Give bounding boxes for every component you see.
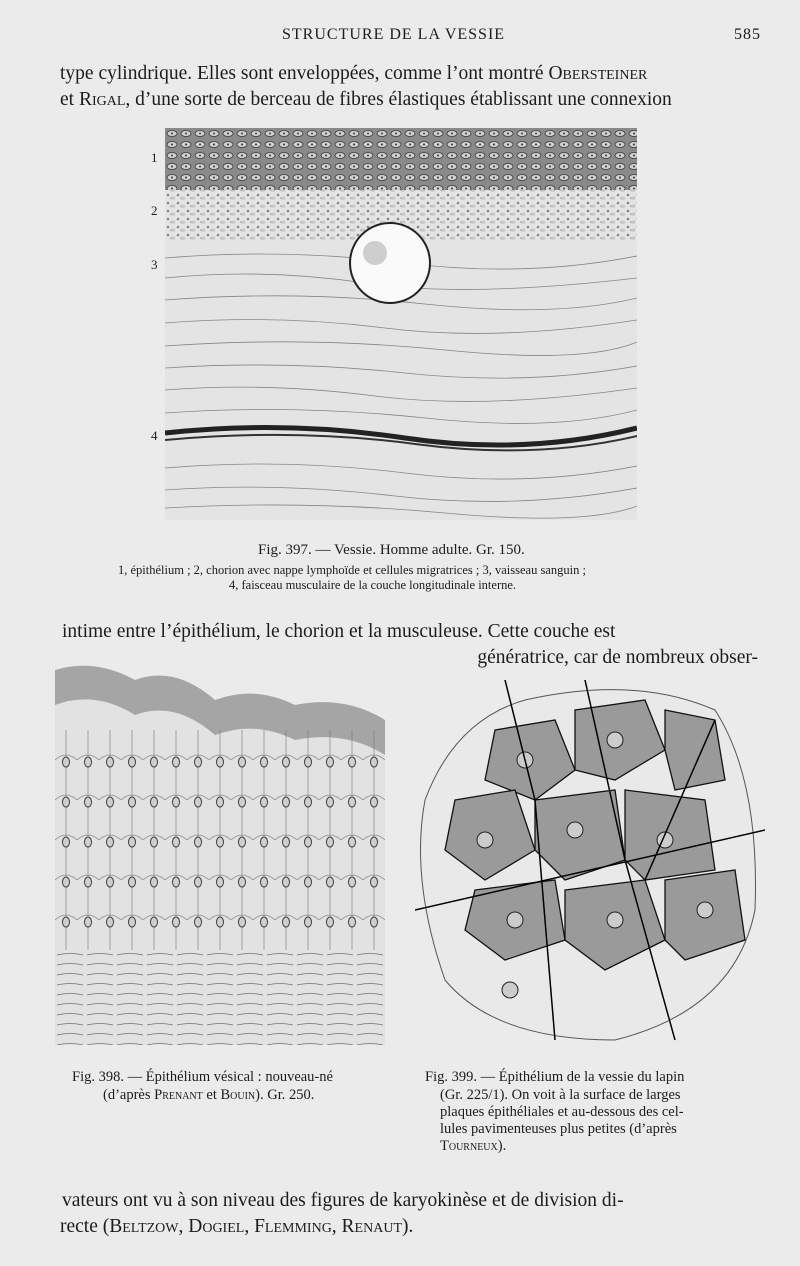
fig397-label-1: 1 xyxy=(151,150,158,165)
author-name: Rigal xyxy=(78,89,126,110)
fig399-caption-line: Fig. 399. — Épithélium de la vessie du lapin xyxy=(425,1069,685,1085)
running-header: STRUCTURE DE LA VESSIE xyxy=(282,26,506,43)
text-run: et xyxy=(60,89,79,110)
fig399-illustration xyxy=(415,680,765,1045)
fig397-title: Fig. 397. — Vessie. Homme adulte. Gr. 150. xyxy=(258,542,525,558)
author-name: Prenant xyxy=(154,1087,203,1103)
text-run: recte ( xyxy=(60,1216,110,1237)
fig398-illustration xyxy=(55,660,390,1045)
fig397-caption-line: 1, épithélium ; 2, chorion avec nappe lymphoïde et cellules migratrices ; 3, vaisseau sanguin ; xyxy=(118,563,586,577)
author-names: Beltzow, Dogiel, Flemming, Renaut xyxy=(109,1216,402,1237)
body-text-line xyxy=(60,88,758,112)
page-number: 585 xyxy=(734,26,761,43)
text-run: et xyxy=(202,1087,221,1103)
fig397-label-3: 3 xyxy=(151,257,158,272)
author-name: Obersteiner xyxy=(548,63,648,84)
fig399-caption-line: lules pavimenteuses plus petites (d’après xyxy=(440,1121,677,1137)
body-text-line xyxy=(60,1215,758,1239)
text-run: ). xyxy=(402,1216,414,1237)
text-run: type cylindrique. Elles sont enveloppées, comme l’ont montré xyxy=(60,63,549,84)
body-text-line: vateurs ont vu à son niveau des figures de karyokinèse et de division di- xyxy=(62,1190,624,1211)
text-run: ). xyxy=(497,1138,507,1154)
fig399-caption-line xyxy=(440,1138,506,1155)
author-name: Tourneux xyxy=(440,1138,498,1154)
fig398-caption-line xyxy=(103,1087,314,1104)
body-text-line: intime entre l’épithélium, le chorion et la musculeuse. Cette couche est xyxy=(62,621,616,642)
fig397-label-2: 2 xyxy=(151,203,158,218)
author-name: Bouin xyxy=(220,1087,256,1103)
fig397-illustration xyxy=(165,128,637,520)
text-run: ). Gr. 250. xyxy=(255,1087,315,1103)
fig399-caption-line: (Gr. 225/1). On voit à la surface de larges xyxy=(440,1087,681,1103)
fig397-label-4: 4 xyxy=(151,428,158,443)
text-run: (d’après xyxy=(103,1087,155,1103)
fig399-caption-line: plaques épithéliales et au-dessous des cel- xyxy=(440,1104,684,1120)
body-text-line xyxy=(60,62,758,86)
fig398-caption-line: Fig. 398. — Épithélium vésical : nouveau-né xyxy=(72,1069,333,1085)
fig397-caption-line: 4, faisceau musculaire de la couche longitudinale interne. xyxy=(229,578,517,592)
text-run: , d’une sorte de berceau de fibres élastiques établissant une connexion xyxy=(125,89,672,110)
body-text-line: génératrice, car de nombreux obser- xyxy=(477,647,758,668)
